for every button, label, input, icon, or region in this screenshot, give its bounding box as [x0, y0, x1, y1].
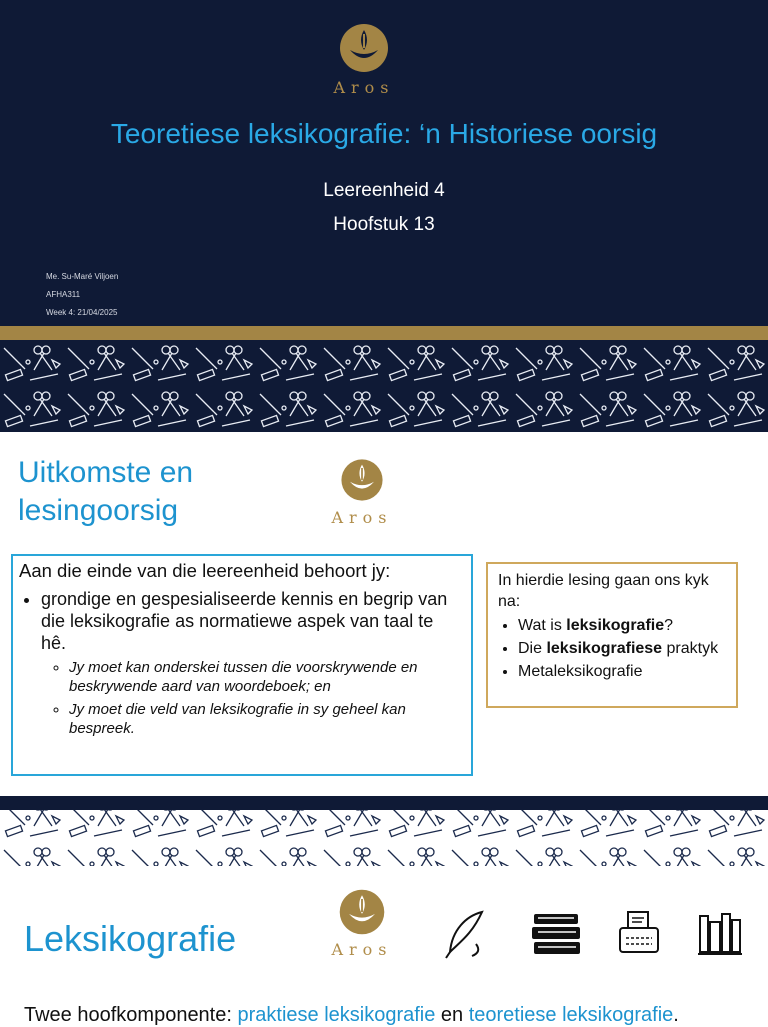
lecturer-name: Me. Su-Maré Viljoen	[46, 272, 119, 281]
list-item	[518, 614, 726, 637]
title-line-2: lesingoorsig	[18, 494, 179, 527]
item-text: praktyk	[662, 640, 719, 657]
stationery-pattern-band	[0, 796, 768, 866]
list-item	[518, 637, 726, 660]
title-slide	[0, 0, 768, 326]
books-stack-icon	[530, 910, 584, 958]
chapter-label: Hoofstuk 13	[333, 214, 435, 235]
lexicography-slide	[0, 866, 768, 1024]
item-text: Wat is	[518, 617, 567, 634]
week-date: Week 4: 21/04/2025	[46, 308, 118, 317]
quill-icon	[442, 908, 488, 960]
aros-emblem-icon	[338, 456, 386, 504]
stationery-pattern-icon	[0, 340, 768, 432]
list-item: • Metaleksikografie	[518, 660, 726, 683]
item-text: Die	[518, 640, 547, 657]
logo-wordmark: Aros	[331, 508, 393, 527]
outcomes-list	[19, 588, 461, 738]
outcomes-slide	[0, 432, 768, 796]
stationery-pattern-band	[0, 340, 768, 432]
outcomes-title	[18, 454, 193, 530]
outcomes-box	[11, 554, 473, 776]
theoretical-lexicography-link: teoretiese leksikografie	[468, 1004, 674, 1026]
lecture-overview-box	[486, 562, 738, 708]
practical-lexicography-link: praktiese leksikografie	[237, 1004, 436, 1026]
unit-label: Leereenheid 4	[323, 180, 445, 201]
gold-divider	[0, 326, 768, 340]
overview-heading: In hierdie lesing gaan ons kyk na:	[498, 572, 709, 610]
aros-emblem-icon	[336, 20, 392, 76]
logo-wordmark: Aros	[331, 940, 393, 959]
aros-logo	[304, 20, 424, 97]
slide-title: Teoretiese leksikografie: ‘n Historiese oorsig	[110, 118, 658, 149]
lexicography-title: Leksikografie	[24, 918, 237, 959]
item-text: ?	[664, 617, 674, 634]
logo-wordmark: Aros	[333, 78, 395, 97]
list-item	[41, 588, 461, 738]
list-item: ◦ Jy moet die veld van leksikografie in sy geheel kan bespreek.	[69, 700, 461, 738]
aros-emblem-icon	[336, 886, 388, 938]
overview-list	[498, 614, 726, 683]
text-part: Twee hoofkomponente:	[24, 1004, 238, 1026]
outcome-text: grondige en gespesialiseerde kennis en begrip van die leksikografie as normatiewe aspek van taal te hê.	[41, 589, 448, 653]
module-code: AFHA311	[46, 290, 81, 299]
list-item: ◦ Jy moet kan onderskei tussen die voorskrywende en beskrywende aard van woordeboek; en	[69, 658, 461, 696]
aros-logo	[302, 456, 422, 527]
text-part: en	[435, 1004, 469, 1026]
outcomes-heading: Aan die einde van die leereenheid behoort jy:	[19, 560, 391, 581]
text-part: .	[673, 1004, 679, 1026]
bookshelf-icon	[698, 912, 742, 956]
title-line-1: Uitkomste en	[18, 456, 194, 489]
typewriter-icon	[616, 910, 662, 958]
item-bold-text: leksikografiese	[546, 640, 663, 657]
stationery-pattern-icon	[0, 796, 768, 866]
outcomes-sublist	[41, 658, 461, 738]
item-bold-text: leksikografie	[566, 617, 665, 634]
aros-logo	[302, 886, 422, 959]
